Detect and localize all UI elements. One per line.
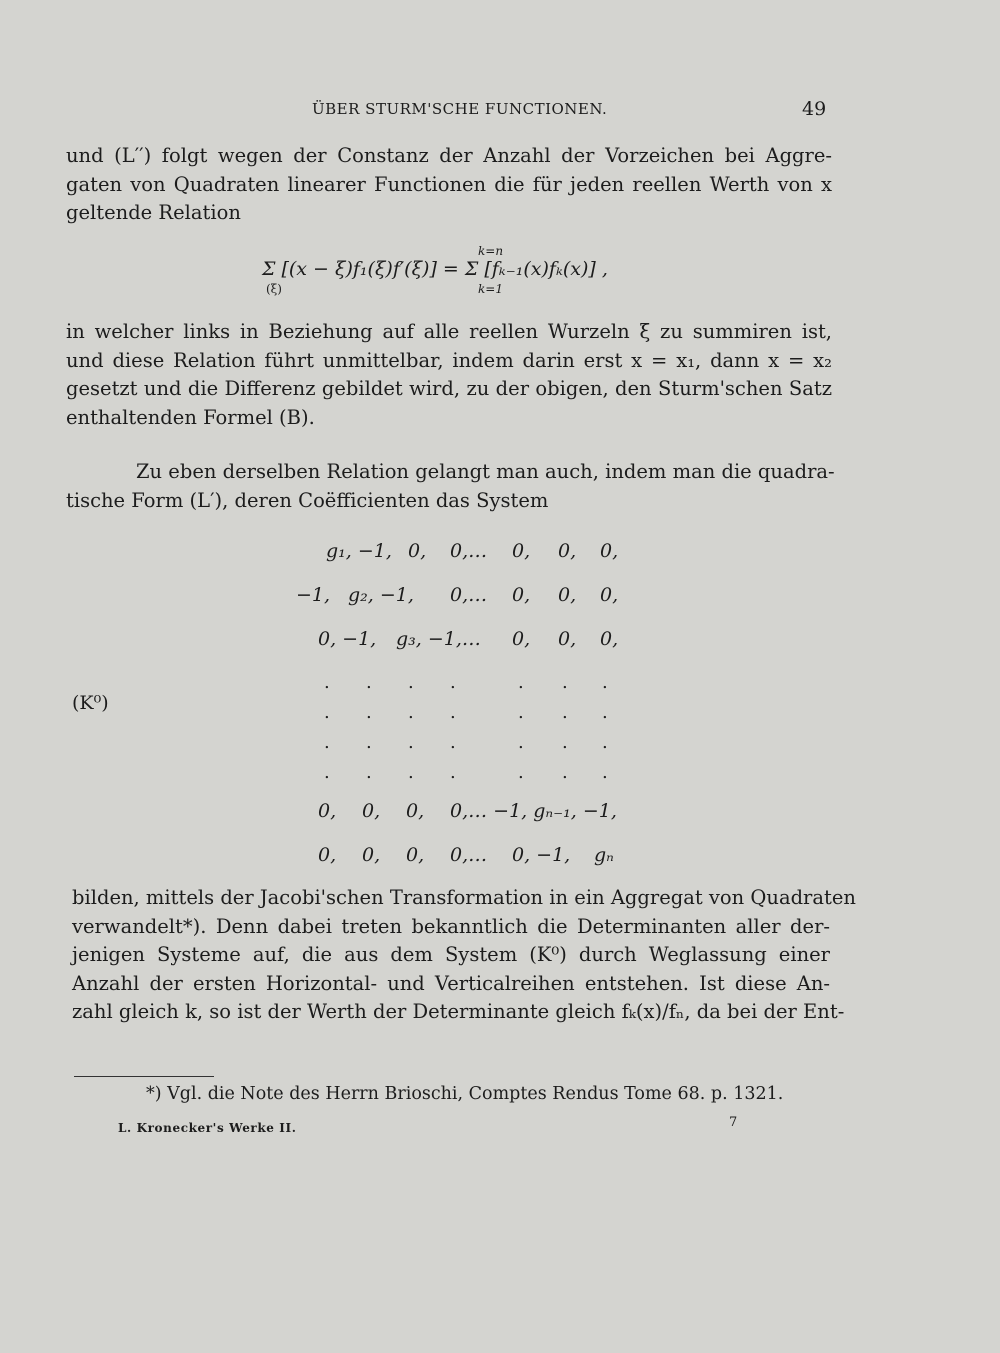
matrix-cell: g₃, −1,… (396, 628, 481, 650)
matrix-cell: 0, (362, 844, 381, 866)
ellipsis-dot: . (518, 702, 524, 723)
text-line: und (L′′) folgt wegen der Constanz der Anzahl der Vorzeichen bei Aggre- (66, 144, 832, 167)
matrix-cell: 0, (600, 628, 619, 650)
ellipsis-dot: . (450, 762, 456, 783)
ellipsis-dot: . (408, 762, 414, 783)
ellipsis-dot: . (518, 762, 524, 783)
ellipsis-dot: . (602, 762, 608, 783)
sum-upper-limit: k=n (478, 244, 504, 258)
paragraph-2 (66, 318, 832, 432)
matrix-cell: 0,… −1, gₙ₋₁, −1, (450, 800, 617, 822)
matrix-cell: 0, (512, 584, 531, 606)
text-line: jenigen Systeme auf, die aus dem System (K⁰) durch Weglassung einer (72, 943, 830, 966)
text-line: zahl gleich k, so ist der Werth der Determinante gleich fₖ(x)/fₙ, da bei der Ent- (72, 1000, 845, 1023)
text-line: bilden, mittels der Jacobi'schen Transformation in ein Aggregat von Quadraten (72, 886, 856, 909)
text-line: Zu eben derselben Relation gelangt man auch, indem man die quadra- (136, 460, 835, 483)
matrix-row (296, 540, 636, 584)
matrix-cell: 0,… (450, 584, 488, 606)
ellipsis-dot: . (408, 672, 414, 693)
matrix-row (296, 844, 636, 888)
dots-row (296, 672, 636, 702)
sum-lower-limit-left: (ξ) (266, 282, 282, 296)
paragraph-1 (66, 142, 832, 228)
matrix-label: (K⁰) (72, 692, 109, 714)
matrix-cell: 0, −1, (318, 628, 377, 650)
ellipsis-dot: . (450, 732, 456, 753)
dots-row (296, 762, 636, 792)
ellipsis-dot: . (408, 732, 414, 753)
ellipsis-dot: . (324, 672, 330, 693)
text-line: und diese Relation führt unmittelbar, indem darin erst x = x₁, dann x = x₂ (66, 348, 832, 372)
paragraph-3 (66, 458, 835, 515)
signature-line: L. Kronecker's Werke II. (118, 1121, 297, 1135)
text-line: Anzahl der ersten Horizontal- und Verticalreihen entstehen. Ist diese An- (72, 971, 830, 995)
footnote-divider (74, 1076, 214, 1077)
dots-row (296, 702, 636, 732)
paragraph-4 (72, 884, 856, 1027)
ellipsis-dot: . (562, 702, 568, 723)
running-title: ÜBER STURM'SCHE FUNCTIONEN. (312, 100, 608, 118)
matrix-cell: 0, (406, 800, 425, 822)
matrix-cell: −1, (296, 584, 331, 606)
matrix-cell: gₙ (594, 844, 614, 866)
ellipsis-dot: . (366, 762, 372, 783)
ellipsis-dot: . (450, 672, 456, 693)
page-header (0, 98, 1000, 128)
sheet-number: 7 (729, 1115, 738, 1130)
matrix-cell: 0, (512, 540, 531, 562)
ellipsis-dot: . (366, 732, 372, 753)
matrix-row (296, 628, 636, 672)
matrix-cell: 0, (600, 584, 619, 606)
matrix-row (296, 584, 636, 628)
matrix-cell: 0, (318, 800, 337, 822)
ellipsis-dot: . (562, 672, 568, 693)
matrix-cell: 0, (558, 628, 577, 650)
matrix-cell: 0, (362, 800, 381, 822)
text-line: tische Form (L′), deren Coëfficienten das System (66, 488, 549, 512)
matrix-cell: 0, (406, 844, 425, 866)
text-line: in welcher links in Beziehung auf alle reellen Wurzeln ξ zu summiren ist, (66, 320, 832, 343)
matrix-cell: 0, (558, 584, 577, 606)
text-line: verwandelt*). Denn dabei treten bekanntlich die Determinanten aller der- (72, 914, 830, 938)
ellipsis-dot: . (602, 732, 608, 753)
ellipsis-dot: . (562, 762, 568, 783)
ellipsis-dot: . (324, 702, 330, 723)
text-line: gaten von Quadraten linearer Functionen die für jeden reellen Werth von x (66, 172, 832, 196)
text-line: geltende Relation (66, 201, 241, 224)
matrix-cell: g₂, −1, (348, 584, 414, 606)
ellipsis-dot: . (518, 732, 524, 753)
ellipsis-dot: . (408, 702, 414, 723)
matrix-cell: 0,… (450, 540, 488, 562)
matrix-cell: 0, (558, 540, 577, 562)
page-number: 49 (802, 98, 827, 120)
ellipsis-dot: . (602, 702, 608, 723)
ellipsis-dot: . (562, 732, 568, 753)
ellipsis-dot: . (324, 732, 330, 753)
matrix-cell: g₁, −1, (326, 540, 392, 562)
ellipsis-dot: . (450, 702, 456, 723)
footnote: *) Vgl. die Note des Herrn Brioschi, Comptes Rendus Tome 68. p. 1321. (146, 1084, 784, 1104)
formula-relation (262, 244, 662, 304)
ellipsis-dot: . (366, 672, 372, 693)
sum-lower-limit-right: k=1 (478, 282, 503, 296)
dots-row (296, 732, 636, 762)
ellipsis-dot: . (366, 702, 372, 723)
matrix-cell: 0,… (450, 844, 488, 866)
formula-main: Σ [(x − ξ)f₁(ξ)f′(ξ)] = Σ [fₖ₋₁(x)fₖ(x)] , (262, 258, 608, 280)
text-line: gesetzt und die Differenz gebildet wird, zu der obigen, den Sturm'schen Satz (66, 377, 832, 400)
ellipsis-dot: . (518, 672, 524, 693)
ellipsis-dot: . (324, 762, 330, 783)
ellipsis-dot: . (602, 672, 608, 693)
matrix-row (296, 800, 636, 844)
matrix-system (296, 540, 636, 888)
matrix-cell: 0, (600, 540, 619, 562)
matrix-cell: 0, (408, 540, 427, 562)
matrix-cell: 0, (318, 844, 337, 866)
matrix-cell: 0, −1, (512, 844, 571, 866)
matrix-cell: 0, (512, 628, 531, 650)
text-line: enthaltenden Formel (B). (66, 405, 315, 429)
